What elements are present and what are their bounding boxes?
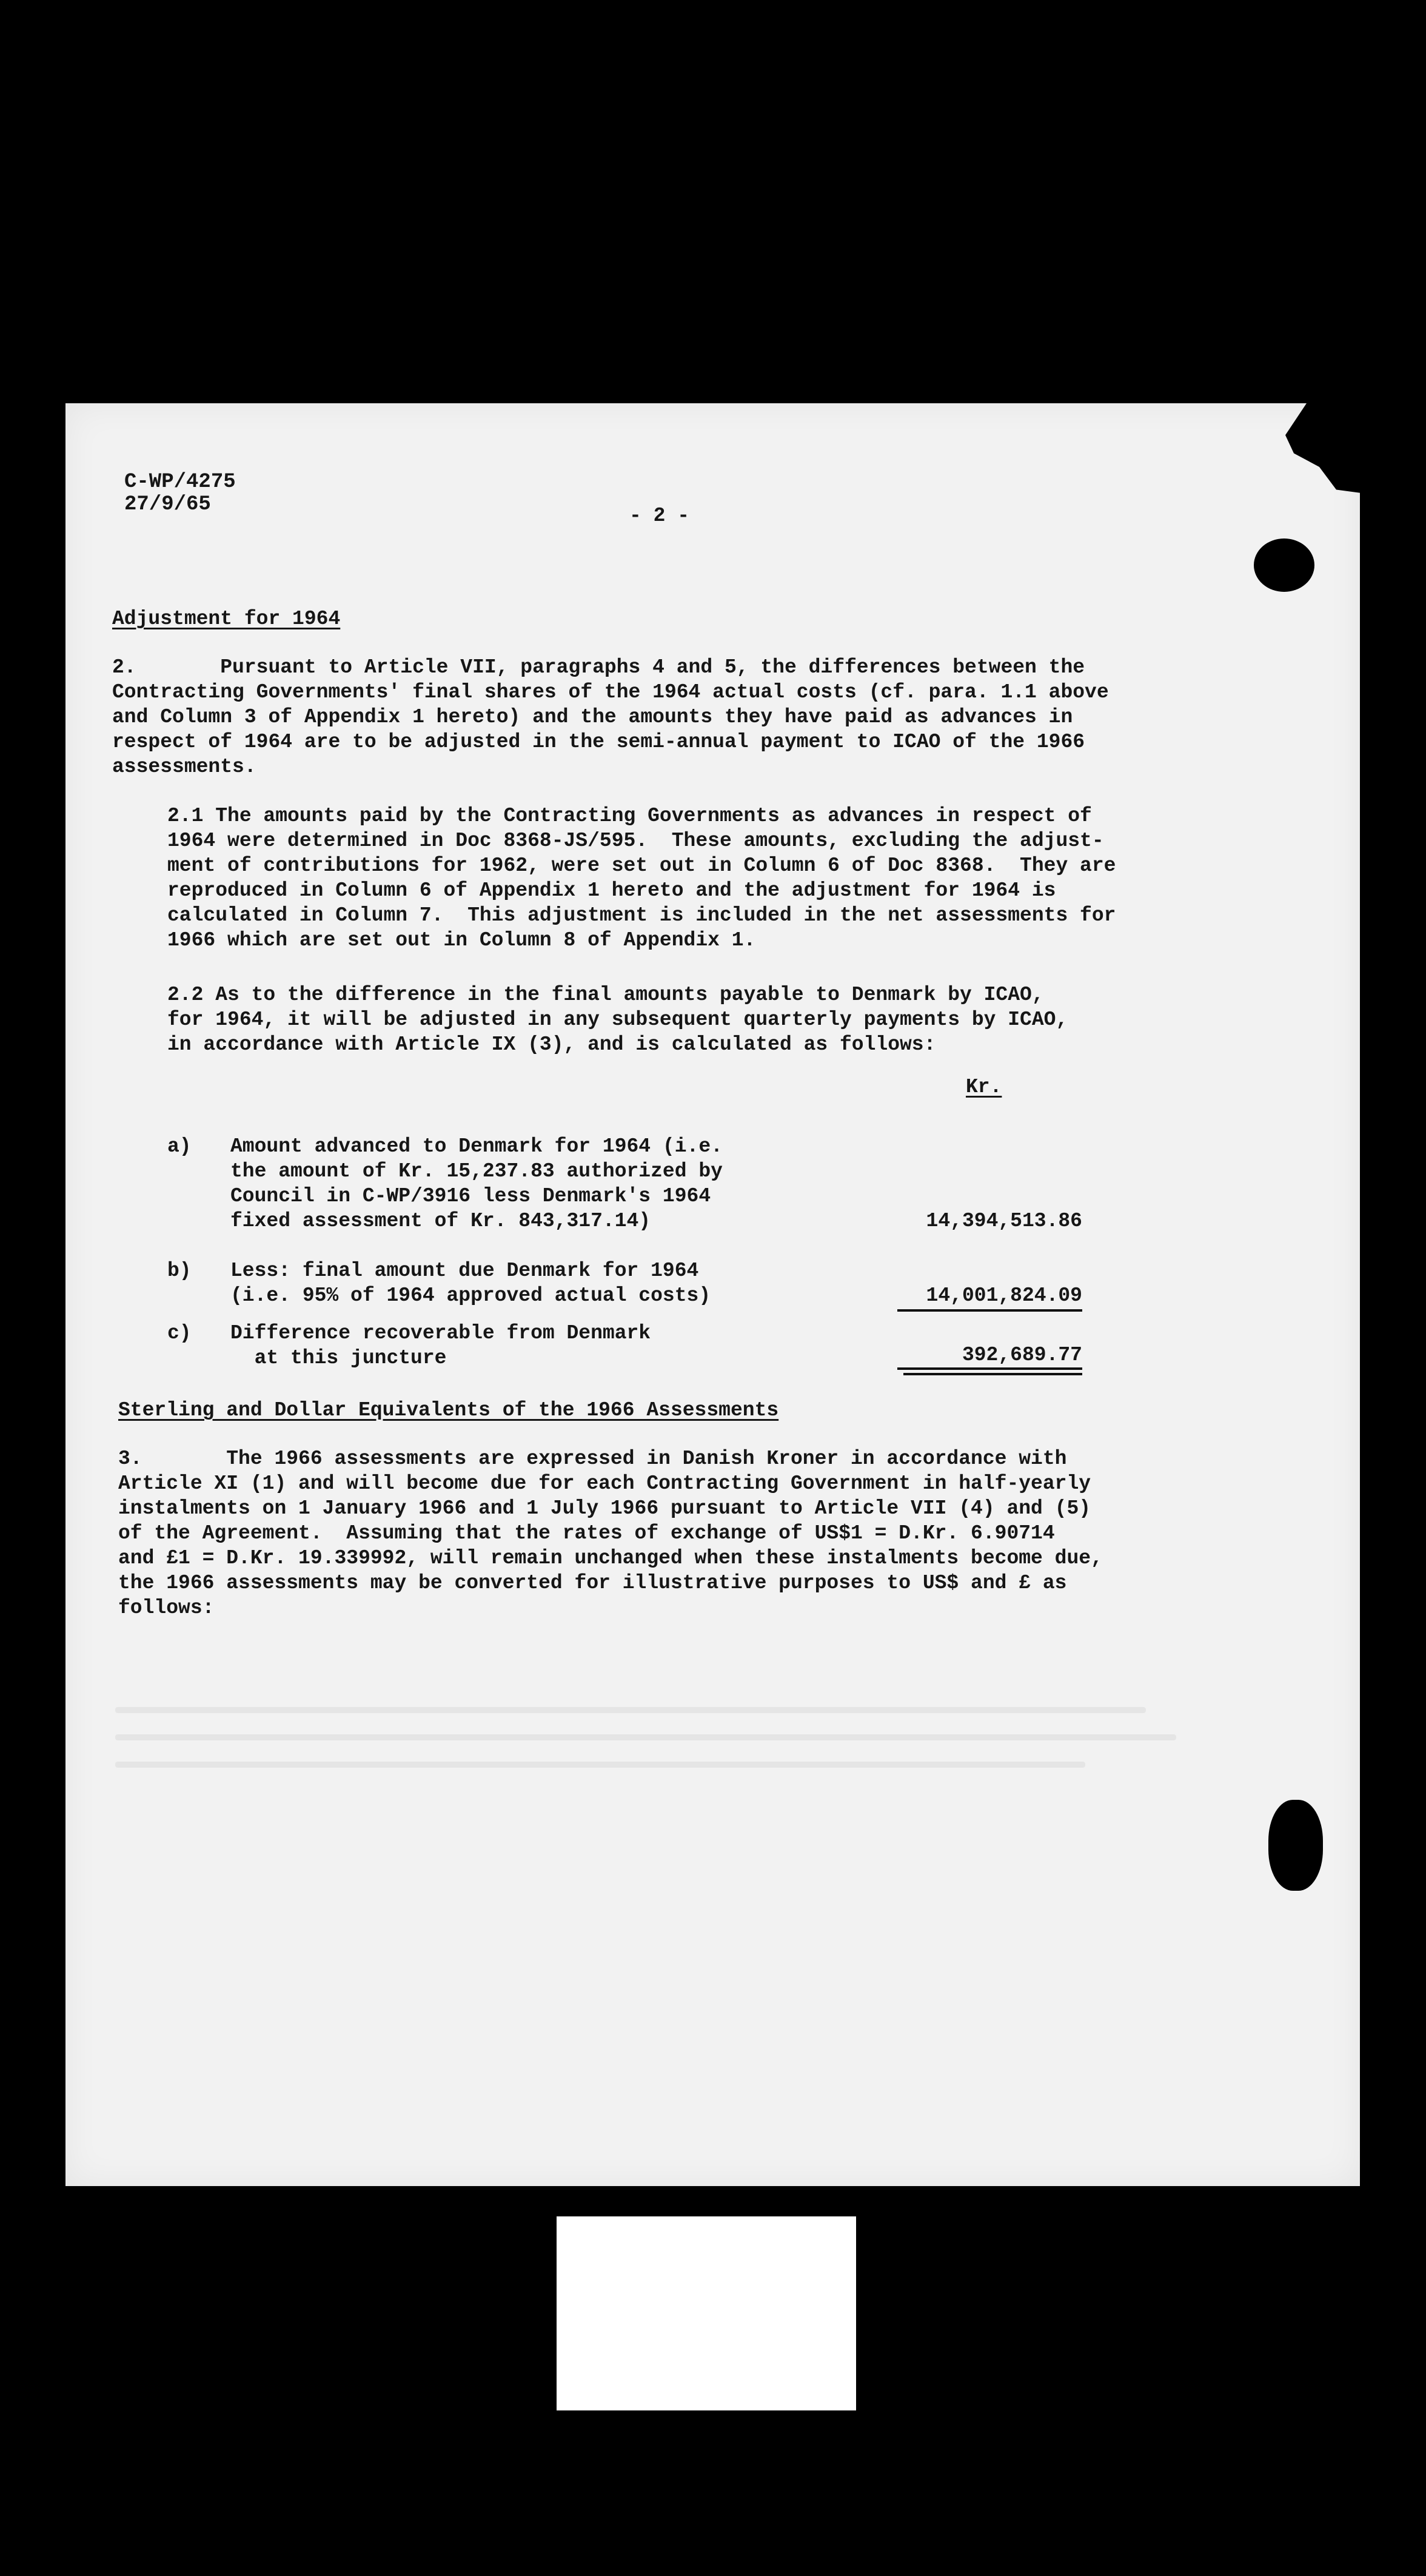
item-amount: 14,001,824.09 [897, 1283, 1082, 1312]
paragraph-line: the 1966 assessments may be converted for illustrative purposes to US$ and £ as [118, 1572, 1067, 1594]
item-line: Less: final amount due Denmark for 1964 [230, 1259, 699, 1282]
item-letter: a) [167, 1135, 192, 1158]
item-line: the amount of Kr. 15,237.83 authorized by [230, 1160, 723, 1182]
paragraph-line: assessments. [112, 756, 256, 778]
bleed-through-trace [115, 1707, 1146, 1713]
document-reference: C-WP/4275 [124, 471, 236, 494]
paragraph-line: Article XI (1) and will become due for each Contracting Government in half-yearly [118, 1472, 1091, 1495]
paragraph-line: ment of contributions for 1962, were set out in Column 6 of Doc 8368. They are [167, 854, 1116, 877]
item-amount: 14,394,513.86 [926, 1210, 1082, 1232]
paragraph-line: instalments on 1 January 1966 and 1 July 1966 pursuant to Article VII (4) and (5) [118, 1497, 1091, 1520]
paragraph-line: respect of 1964 are to be adjusted in the semi-annual payment to ICAO of the 1966 [112, 731, 1085, 753]
document-date: 27/9/65 [124, 493, 211, 516]
punch-hole-bottom [1268, 1800, 1323, 1891]
page-number: - 2 - [629, 505, 690, 527]
paragraph-line: Contracting Governments' final shares of the 1964 actual costs (cf. para. 1.1 above [112, 681, 1109, 703]
section-heading-adjustment: Adjustment for 1964 [112, 608, 341, 630]
paragraph-line: 1966 which are set out in Column 8 of Appendix 1. [167, 929, 756, 951]
item-line: (i.e. 95% of 1964 approved actual costs) [230, 1284, 711, 1307]
paragraph-line: reproduced in Column 6 of Appendix 1 hereto and the adjustment for 1964 is [167, 879, 1056, 902]
paragraph-line: 2. Pursuant to Article VII, paragraphs 4 and 5, the differences between the [112, 656, 1085, 679]
paragraph-line: in accordance with Article IX (3), and is calculated as follows: [167, 1033, 936, 1056]
paragraph-line: 2.2 As to the difference in the final amounts payable to Denmark by ICAO, [167, 984, 1044, 1006]
item-line: Council in C-WP/3916 less Denmark's 1964 [230, 1185, 711, 1207]
paragraph-line: 2.1 The amounts paid by the Contracting Governments as advances in respect of [167, 805, 1092, 827]
bleed-through-trace [115, 1734, 1176, 1740]
section-heading-sterling-dollar: Sterling and Dollar Equivalents of the 1966 Assessments [118, 1399, 779, 1421]
item-line: fixed assessment of Kr. 843,317.14) [230, 1210, 651, 1232]
item-line: Amount advanced to Denmark for 1964 (i.e. [230, 1135, 723, 1158]
currency-column-header: Kr. [966, 1076, 1002, 1098]
item-letter: c) [167, 1322, 192, 1344]
paragraph-line: 1964 were determined in Doc 8368-JS/595. These amounts, excluding the adjust- [167, 830, 1104, 852]
paragraph-line: follows: [118, 1597, 215, 1619]
paragraph-line: calculated in Column 7. This adjustment is included in the net assessments for [167, 904, 1116, 927]
item-line: Difference recoverable from Denmark [230, 1322, 651, 1344]
item-amount: 392,689.77 [897, 1343, 1082, 1370]
paragraph-line: 3. The 1966 assessments are expressed in Danish Kroner in accordance with [118, 1447, 1067, 1470]
paragraph-line: for 1964, it will be adjusted in any subsequent quarterly payments by ICAO, [167, 1008, 1068, 1031]
bleed-through-trace [115, 1762, 1085, 1768]
item-letter: b) [167, 1259, 192, 1282]
archive-label-card [557, 2216, 856, 2410]
punch-hole-top [1254, 538, 1314, 592]
paragraph-line: and £1 = D.Kr. 19.339992, will remain unchanged when these instalments become due, [118, 1547, 1103, 1569]
item-line: at this juncture [230, 1347, 447, 1369]
double-underline [903, 1373, 1082, 1375]
paragraph-line: and Column 3 of Appendix 1 hereto) and the amounts they have paid as advances in [112, 706, 1073, 728]
paragraph-line: of the Agreement. Assuming that the rates of exchange of US$1 = D.Kr. 6.90714 [118, 1522, 1055, 1545]
